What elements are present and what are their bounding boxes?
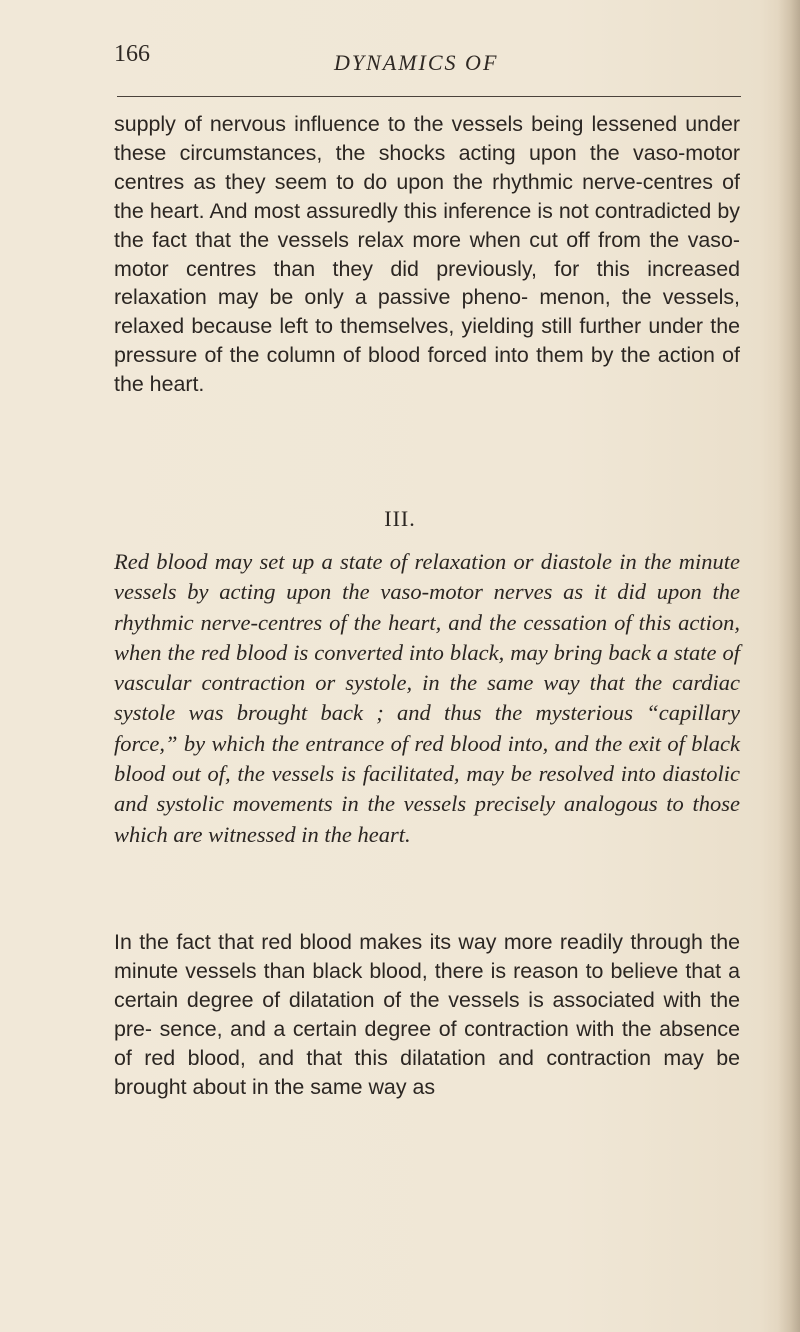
header-rule	[117, 96, 741, 97]
body-paragraph-2: In the fact that red blood makes its way more readily through the minute vessels than black blood, there is reason to believe that a certain degree of dilatation of the vessels is associated with the pre- sence, and a certain degree of contraction with the absence of red blood, and that this dilatation and contraction may be brought about in the same way as	[114, 930, 740, 1099]
section-number: III.	[384, 506, 416, 531]
page-number: 166	[114, 41, 150, 67]
page-edge-shadow	[778, 0, 800, 1332]
proposition-paragraph: Red blood may set up a state of relaxation or diastole in the minute vessels by acting upon the vaso-motor nerves as it did upon the rhythmic nerve-centres of the heart, and the cessation of this action, when the red blood is converted into black, may bring back a state of vascular contraction or systole, in the same way that the cardiac systole was brought back ; and thus the mysterious “capillary force,” by which the entrance of red blood into, and the exit of black blood out of, the vessels is facilitated, may be resolved into diastolic and systolic movements in the vessels precisely analogous to those which are witnessed in the heart.	[114, 549, 740, 847]
running-head: DYNAMICS OF	[334, 50, 499, 75]
body-paragraph-1: supply of nervous influence to the vessels being lessened under these circumstances, the shocks acting upon the vaso-motor centres as they seem to do upon the rhythmic nerve-centres of the heart. And most assuredly this inference is not contradicted by the fact that the vessels relax more when cut off from the vaso-motor centres than they did previously, for this increased relaxation may be only a passive pheno- menon, the vessels, relaxed because left to themselves, yielding still further under the pressure of the column of blood forced into them by the action of the heart.	[114, 112, 740, 397]
page-header	[114, 40, 734, 80]
